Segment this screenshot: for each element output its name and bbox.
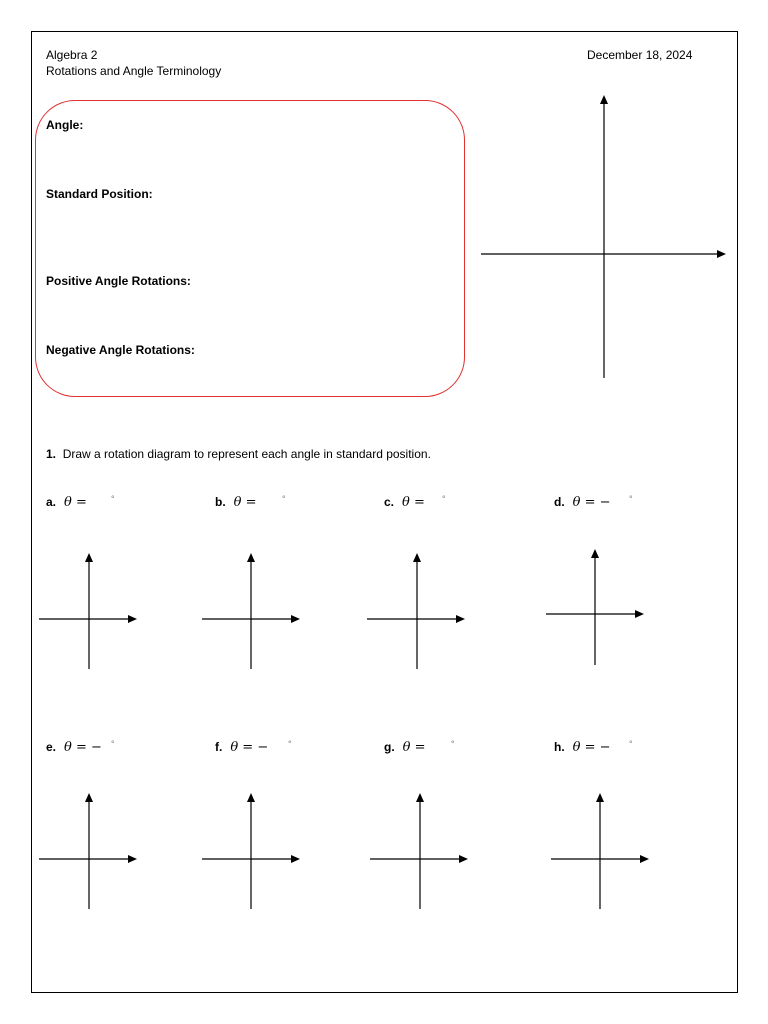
question-number: 1. [46, 447, 57, 461]
part-letter: c. [384, 495, 395, 509]
x-axis-arrow [291, 855, 300, 863]
part-h-label [554, 739, 611, 756]
theta-expression: θ = [64, 495, 87, 510]
degree-mark: ° [629, 494, 633, 504]
theta-expression: θ = − [572, 740, 611, 755]
x-axis-arrow [635, 610, 644, 618]
worksheet-date: December 18, 2024 [587, 48, 693, 62]
part-f-label [215, 739, 268, 756]
degree-mark: ° [111, 494, 115, 504]
part-letter: h. [554, 740, 565, 754]
axes-a [39, 552, 139, 670]
x-axis-arrow [717, 250, 726, 258]
reference-axes [480, 94, 728, 380]
term-negative-rotations: Negative Angle Rotations: [46, 343, 195, 357]
degree-mark: ° [282, 494, 286, 504]
y-axis-arrow [416, 793, 424, 802]
part-c-label [384, 494, 425, 511]
part-letter: a. [46, 495, 57, 509]
x-axis-arrow [456, 615, 465, 623]
part-a-label [46, 494, 87, 511]
y-axis-arrow [85, 553, 93, 562]
theta-expression: θ = [402, 495, 425, 510]
part-d-label [554, 494, 611, 511]
degree-mark: ° [288, 739, 292, 749]
part-letter: b. [215, 495, 226, 509]
axes-c [367, 552, 467, 670]
part-b-label [215, 494, 257, 511]
axes-d [546, 548, 646, 666]
part-letter: g. [384, 740, 395, 754]
y-axis-arrow [247, 793, 255, 802]
term-angle: Angle: [46, 118, 84, 132]
x-axis-arrow [640, 855, 649, 863]
x-axis-arrow [291, 615, 300, 623]
degree-mark: ° [111, 739, 115, 749]
theta-expression: θ = [233, 495, 257, 510]
part-letter: d. [554, 495, 565, 509]
part-g-label [384, 739, 426, 756]
x-axis-arrow [128, 615, 137, 623]
x-axis-arrow [128, 855, 137, 863]
term-standard-position: Standard Position: [46, 187, 153, 201]
theta-expression: θ = − [230, 740, 269, 755]
axes-h [551, 792, 651, 910]
theta-expression: θ = [402, 740, 426, 755]
y-axis-arrow [247, 553, 255, 562]
question-text: Draw a rotation diagram to represent each angle in standard position. [62, 447, 431, 461]
course-title: Algebra 2 [46, 48, 98, 62]
y-axis-arrow [85, 793, 93, 802]
theta-expression: θ = − [64, 740, 102, 755]
y-axis-arrow [600, 95, 608, 104]
question-1 [46, 447, 431, 462]
part-letter: f. [215, 740, 223, 754]
term-positive-rotations: Positive Angle Rotations: [46, 274, 191, 288]
part-letter: e. [46, 740, 57, 754]
y-axis-arrow [591, 549, 599, 558]
part-e-label [46, 739, 102, 756]
worksheet-title: Rotations and Angle Terminology [46, 64, 222, 78]
axes-g [370, 792, 470, 910]
degree-mark: ° [451, 739, 455, 749]
theta-expression: θ = − [572, 495, 611, 510]
axes-f [202, 792, 302, 910]
y-axis-arrow [413, 553, 421, 562]
y-axis-arrow [596, 793, 604, 802]
x-axis-arrow [459, 855, 468, 863]
degree-mark: ° [442, 494, 446, 504]
degree-mark: ° [629, 739, 633, 749]
axes-b [202, 552, 302, 670]
axes-e [39, 792, 139, 910]
